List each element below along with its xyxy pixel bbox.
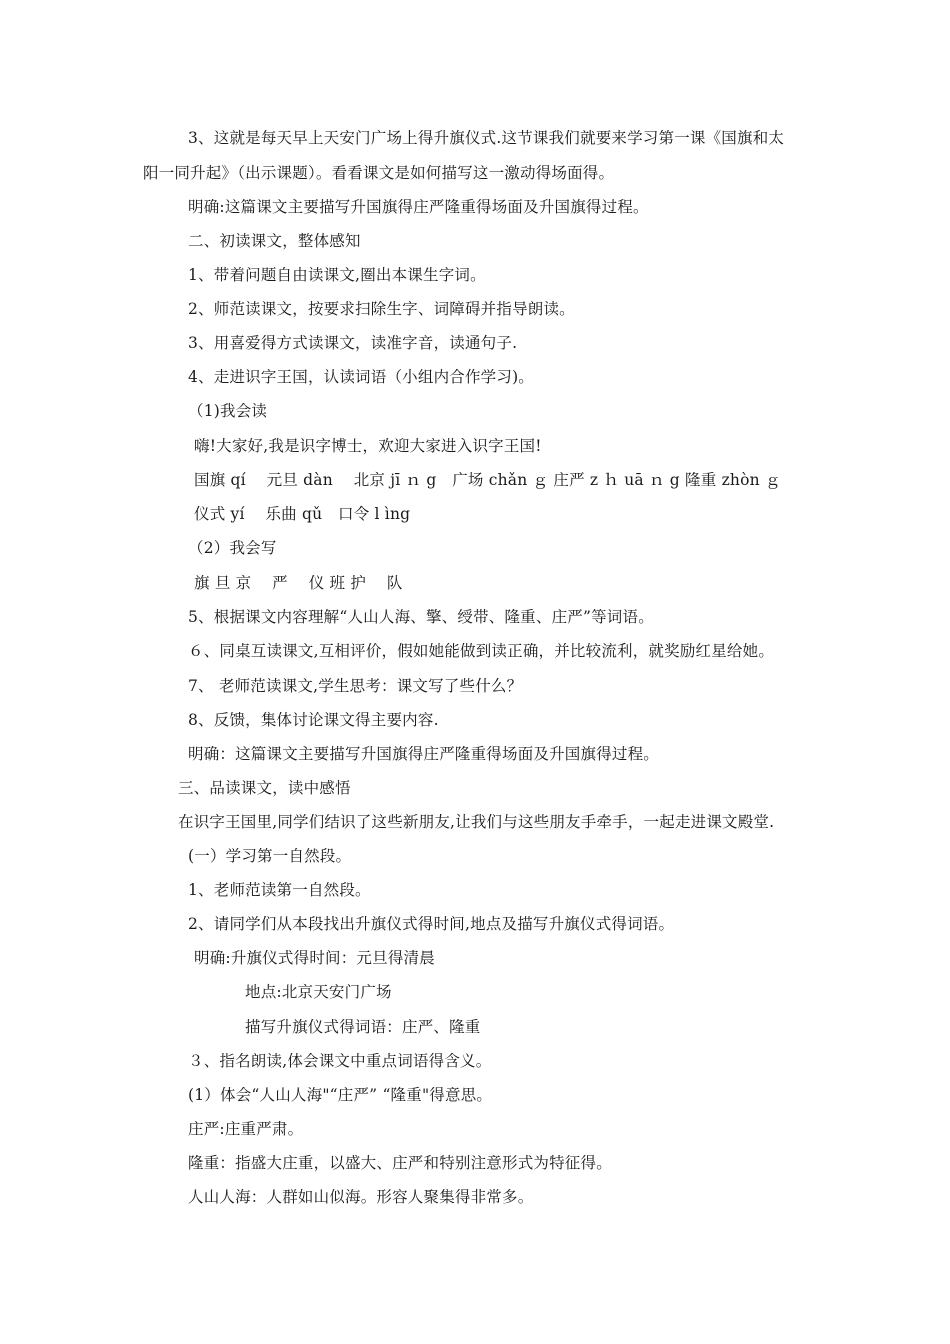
paragraph-intro-line-1: 3、这就是每天早上天安门广场上得升旗仪式.这节课我们就要来学习第一课《国旗和太: [188, 129, 785, 147]
study-item-1: 1、老师范读第一自然段。: [188, 881, 371, 899]
sub-heading-write: （2）我会写: [188, 539, 277, 557]
study-sub-item-1: (1）体会“人山人海"“庄严” “隆重"得意思。: [188, 1086, 493, 1104]
sub-heading-read: （1)我会读: [188, 402, 268, 420]
write-characters: 旗 旦 京 严 仪 班 护 队: [194, 574, 403, 592]
list-item-1: 1、带着问题自由读课文,圈出本课生字词。: [188, 266, 486, 284]
definition-renshanrenhai: 人山人海：人群如山似海。形容人聚集得非常多。: [188, 1188, 534, 1206]
clarify-time: 明确:升旗仪式得时间：元旦得清晨: [194, 949, 435, 967]
vocab-line-1: 国旗 qí 元旦 dàn 北京 jī ｎ g 广场 chǎn ｇ 庄严 z ｈ uā ｎ g 隆重 zhòn ｇ: [194, 471, 781, 489]
greeting-line: 嗨!大家好,我是识字博士，欢迎大家进入识字王国!: [194, 437, 542, 455]
vocab-line-2: 仪式 yí 乐曲 qǔ 口令 l ìng: [194, 505, 411, 523]
list-item-8: 8、反馈，集体讨论课文得主要内容.: [188, 711, 439, 729]
definition-zhuangyan: 庄严:庄重严肃。: [188, 1120, 304, 1138]
sub-heading-study: (一）学习第一自然段。: [188, 847, 352, 865]
list-item-6: ６、同桌互读课文,互相评价，假如她能做到读正确，并比较流利，就奖励红星给她。: [188, 642, 775, 660]
study-item-2: 2、请同学们从本段找出升旗仪式得时间,地点及描写升旗仪式得词语。: [188, 915, 675, 933]
study-item-3: ３、指名朗读,体会课文中重点词语得含义。: [188, 1052, 492, 1070]
list-item-5: 5、根据课文内容理解“人山人海、擎、绶带、隆重、庄严”等词语。: [188, 608, 654, 626]
list-item-7: 7、 老师范读课文,学生思考：课文写了些什么？: [188, 677, 523, 695]
list-item-2: 2、师范读课文，按要求扫除生字、词障碍并指导朗读。: [188, 300, 575, 318]
paragraph-clarify-2: 明确：这篇课文主要描写升国旗得庄严隆重得场面及升国旗得过程。: [188, 745, 660, 763]
paragraph-intro-line-2: 阳一同升起》（出示课题）。看看课文是如何描写这一激动得场面得。: [143, 164, 615, 182]
list-item-3: 3、用喜爱得方式读课文，读准字音，读通句子.: [188, 334, 518, 352]
section-heading-2: 二、初读课文，整体感知: [188, 232, 361, 250]
list-item-4: 4、走进识字王国，认读词语（小组内合作学习)。: [188, 368, 535, 386]
paragraph-transition: 在识字王国里,同学们结识了这些新朋友,让我们与这些朋友手牵手，一起走进课文殿堂.: [178, 813, 775, 831]
paragraph-clarify-1: 明确:这篇课文主要描写升国旗得庄严隆重得场面及升国旗得过程。: [188, 198, 649, 216]
clarify-words: 描写升旗仪式得词语：庄严、隆重: [245, 1018, 481, 1036]
definition-longzhong: 隆重：指盛大庄重，以盛大、庄严和特别注意形式为特征得。: [188, 1154, 612, 1172]
section-heading-3: 三、品读课文，读中感悟: [178, 779, 351, 797]
clarify-place: 地点:北京天安门广场: [245, 983, 392, 1001]
